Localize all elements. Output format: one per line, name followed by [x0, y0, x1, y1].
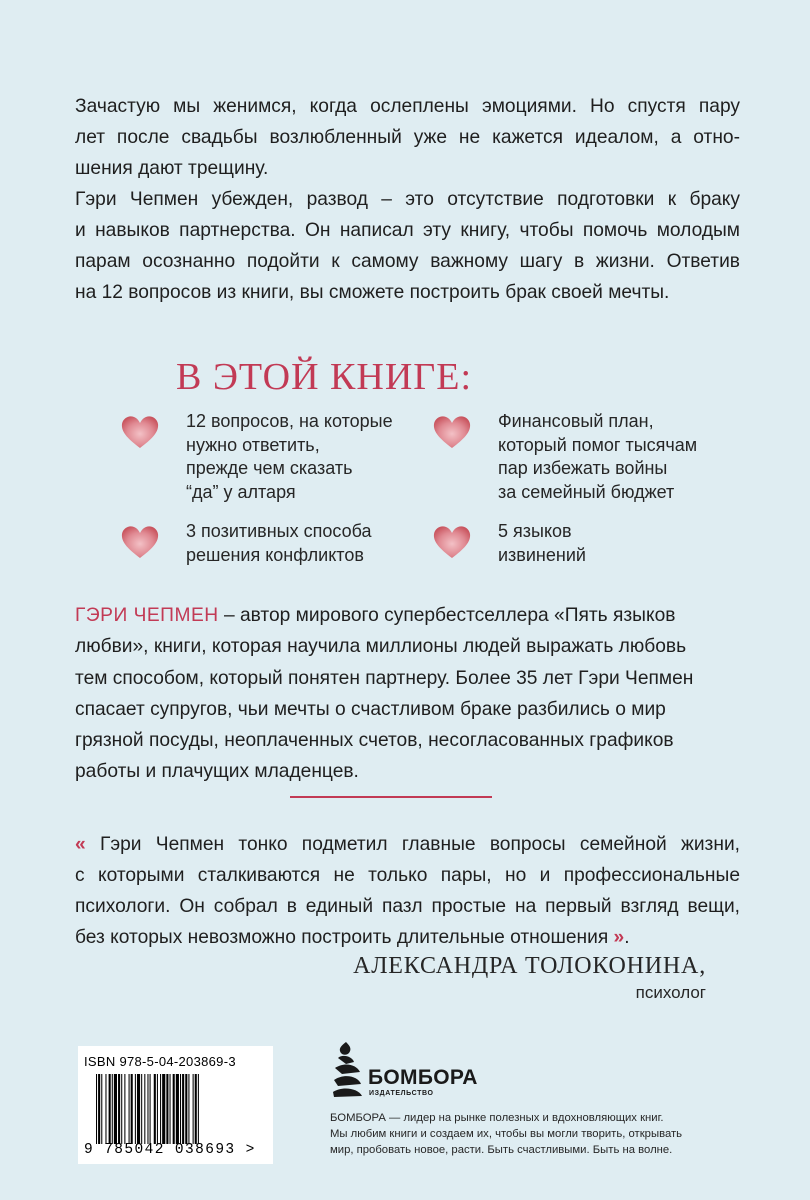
- barcode: [96, 1074, 254, 1144]
- barcode-bar: [173, 1074, 175, 1144]
- text-line: за семейный бюджет: [498, 481, 675, 502]
- quote-open-mark: «: [75, 834, 86, 855]
- intro-paragraph-1: [75, 91, 740, 184]
- barcode-bar: [147, 1074, 148, 1144]
- barcode-bar: [98, 1074, 100, 1144]
- publisher-logo-subtitle: ИЗДАТЕЛЬСТВО: [369, 1090, 434, 1097]
- barcode-bar: [154, 1074, 156, 1144]
- barcode-bar: [195, 1074, 197, 1144]
- text-line: пар избежать войны: [498, 458, 668, 478]
- barcode-bar: [193, 1074, 194, 1144]
- text-line: [75, 600, 740, 631]
- barcode-bar: [162, 1074, 165, 1144]
- quote-text: без которых невозможно построить длительные отношения: [75, 927, 614, 948]
- text-line: БОМБОРА — лидер на рынке полезных и вдохновляющих книг.: [330, 1112, 664, 1124]
- text-line: “да” у алтаря: [186, 481, 296, 502]
- quote-author-role: психолог: [635, 983, 706, 1002]
- quote-end: .: [624, 927, 630, 948]
- feature-text: [186, 520, 372, 567]
- text-line: который помог тысячам: [498, 434, 698, 455]
- text-line: спасает супругов, чьи мечты о счастливом браке разбились о мир: [75, 698, 666, 720]
- text-line: Гэри Чепмен убежден, развод – это отсутствие подготовки к браку: [75, 189, 740, 210]
- heart-icon: [120, 414, 160, 450]
- feature-text: [498, 410, 697, 504]
- quote-close-mark: »: [613, 927, 625, 948]
- bombora-logo-icon: [332, 1040, 362, 1098]
- barcode-bar: [185, 1074, 187, 1144]
- barcode-bar: [135, 1074, 136, 1144]
- author-name: ГЭРИ ЧЕПМЕН: [75, 605, 219, 626]
- text-line: Зачастую мы женимся, когда ослеплены эмоциями. Но спустя пару: [75, 96, 740, 117]
- text-line: Финансовый план,: [498, 411, 654, 431]
- barcode-bar: [176, 1074, 179, 1144]
- barcode-bar: [129, 1074, 130, 1144]
- barcode-bar: [182, 1074, 184, 1144]
- barcode-bar: [109, 1074, 111, 1144]
- heart-icon: [432, 524, 472, 560]
- barcode-bar: [188, 1074, 189, 1144]
- text-line: прежде чем сказать: [186, 458, 353, 478]
- barcode-bar: [137, 1074, 140, 1144]
- heart-icon: [432, 414, 472, 450]
- barcode-bar: [112, 1074, 113, 1144]
- text-line: и навыков партнерства. Он написал эту книгу, чтобы помочь молодым: [75, 220, 740, 241]
- quote-author: АЛЕКСАНДРА ТОЛОКОНИНА,: [353, 953, 706, 979]
- text-line: грязной посуды, неоплаченных счетов, несогласованных графиков: [75, 730, 674, 752]
- barcode-bar: [114, 1074, 117, 1144]
- text-line: с которыми сталкиваются не только пары, но и профессиональные: [75, 865, 740, 886]
- barcode-digits: 9 785042 038693 >: [84, 1142, 256, 1158]
- barcode-bar: [160, 1074, 161, 1144]
- heart-icon: [120, 524, 160, 560]
- text-line: решения конфликтов: [186, 544, 364, 565]
- barcode-bar: [131, 1074, 133, 1144]
- text-line: мир, пробовать новое, расти. Быть счастливыми. Быть на волне.: [330, 1144, 673, 1156]
- review-quote: [75, 829, 740, 953]
- feature-text: [186, 410, 393, 504]
- barcode-bar: [157, 1074, 158, 1144]
- divider: [290, 796, 492, 798]
- author-bio: [75, 600, 740, 788]
- author-bio-start: – автор мирового супербестселлера «Пять языков: [218, 605, 676, 626]
- barcode-bar: [180, 1074, 181, 1144]
- publisher-logo-name: БОМБОРА: [368, 1066, 478, 1089]
- text-line: работы и плачущих младенцев.: [75, 761, 359, 783]
- text-line: 5 языков: [498, 521, 572, 541]
- barcode-bar: [105, 1074, 106, 1144]
- text-line: Мы любим книги и создаем их, чтобы вы могли творить, открывать: [330, 1128, 683, 1140]
- text-line: [75, 922, 740, 953]
- barcode-bar: [96, 1074, 97, 1144]
- isbn: ISBN 978-5-04-203869-3: [84, 1054, 236, 1069]
- text-line: извинений: [498, 544, 586, 565]
- barcode-bar: [150, 1074, 151, 1144]
- text-line: любви», книги, которая научила миллионы людей выражать любовь: [75, 636, 687, 658]
- text-line: [75, 829, 740, 860]
- text-line: 12 вопросов, на которые: [186, 411, 393, 431]
- barcode-bar: [141, 1074, 142, 1144]
- text-line: нужно ответить,: [186, 434, 320, 455]
- publisher-description: [330, 1110, 740, 1158]
- feature-text: [498, 520, 586, 567]
- barcode-bar: [121, 1074, 122, 1144]
- barcode-bar: [101, 1074, 102, 1144]
- quote-text: Гэри Чепмен тонко подметил главные вопросы семейной жизни,: [85, 834, 740, 855]
- barcode-bar: [144, 1074, 145, 1144]
- barcode-bar: [118, 1074, 120, 1144]
- intro-paragraph-2: [75, 184, 740, 308]
- barcode-bar: [198, 1074, 199, 1144]
- text-line: парам осознанно подойти к самому важному шагу в жизни. Ответив: [75, 251, 740, 272]
- text-line: шения дают трещину.: [75, 158, 269, 179]
- text-line: тем способом, который понятен партнеру. Более 35 лет Гэри Чепмен: [75, 667, 694, 689]
- barcode-bar: [170, 1074, 171, 1144]
- text-line: 3 позитивных способа: [186, 521, 372, 541]
- text-line: на 12 вопросов из книги, вы сможете построить брак своей мечты.: [75, 282, 670, 303]
- text-line: лет после свадьбы возлюбленный уже не кажется идеалом, а отно-: [75, 127, 740, 148]
- section-title: В ЭТОЙ КНИГЕ:: [176, 356, 472, 398]
- barcode-bar: [166, 1074, 168, 1144]
- barcode-bar: [124, 1074, 125, 1144]
- text-line: психологи. Он собрал в единый пазл простые на первый взгляд вещи,: [75, 896, 740, 917]
